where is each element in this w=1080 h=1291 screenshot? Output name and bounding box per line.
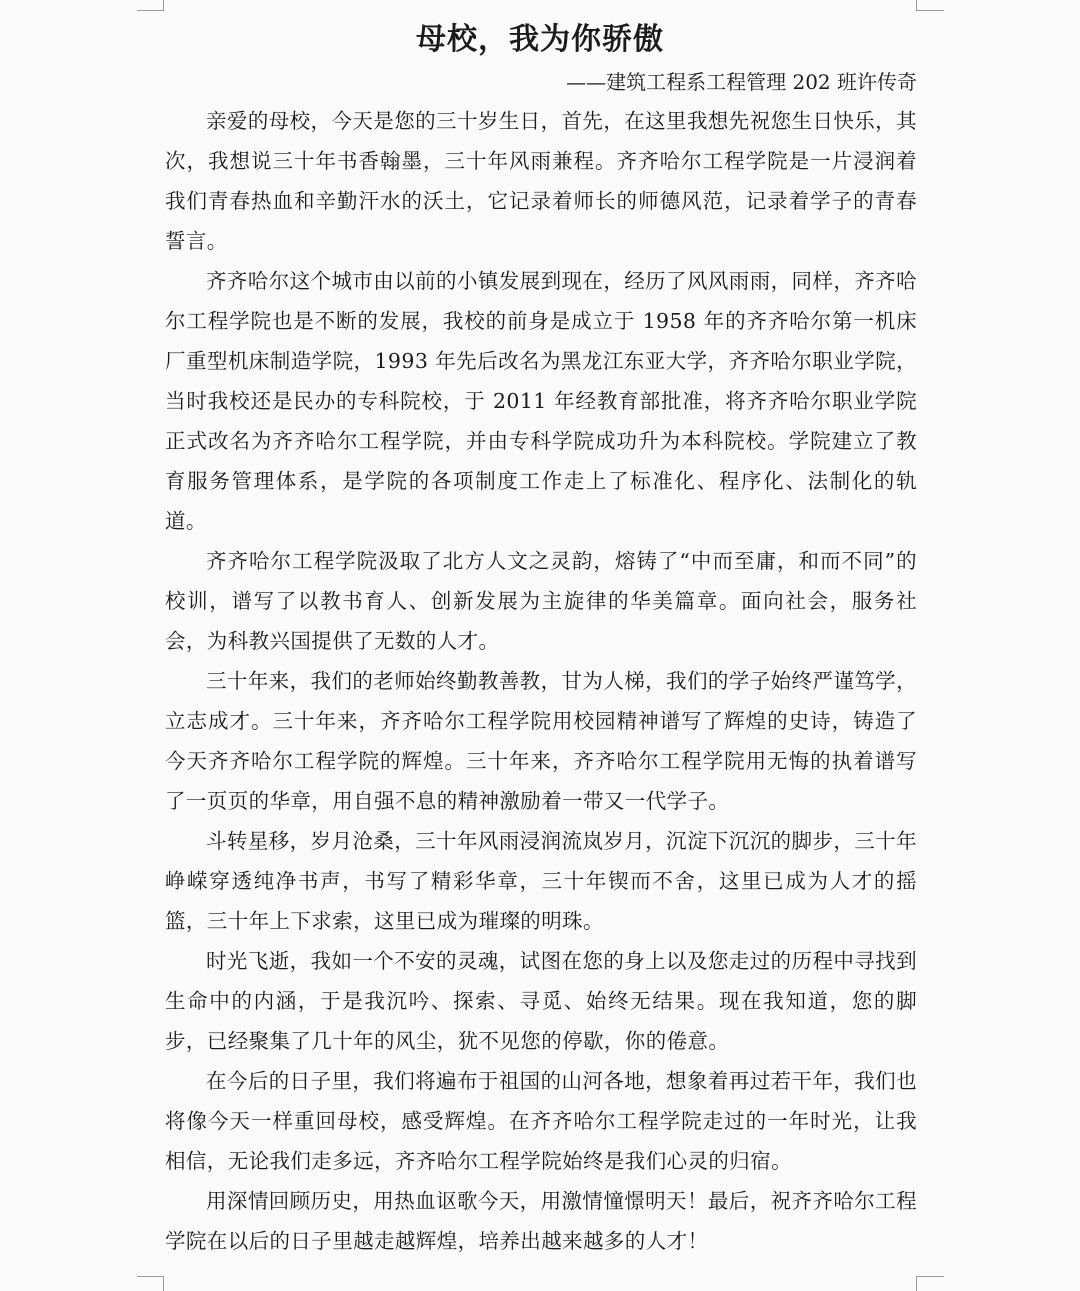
paragraph: 亲爱的母校，今天是您的三十岁生日，首先，在这里我想先祝您生日快乐，其次，我想说三十年书香翰墨，三十年风雨兼程。齐齐哈尔工程学院是一片浸润着我们青春热血和辛勤汗水的沃土，它记录着师长的师德风范，记录着学子的青春誓言。 (165, 109, 917, 253)
paragraph: 用深情回顾历史，用热血讴歌今天，用激情憧憬明天！最后，祝齐齐哈尔工程学院在以后的日子里越走越辉煌，培养出越来越多的人才！ (165, 1189, 917, 1253)
author-byline: ——建筑工程系工程管理 202 班许传奇 (566, 70, 917, 94)
document-body (165, 101, 917, 1261)
paragraph: 在今后的日子里，我们将遍布于祖国的山河各地，想象着再过若干年，我们也将像今天一样重回母校，感受辉煌。在齐齐哈尔工程学院走过的一年时光，让我相信，无论我们走多远，齐齐哈尔工程学院始终是我们心灵的归宿。 (165, 1069, 917, 1173)
paragraph: 三十年来，我们的老师始终勤教善教，甘为人梯，我们的学子始终严谨笃学，立志成才。三十年来，齐齐哈尔工程学院用校园精神谱写了辉煌的史诗，铸造了今天齐齐哈尔工程学院的辉煌。三十年来，齐齐哈尔工程学院用无悔的执着谱写了一页页的华章，用自强不息的精神激励着一带又一代学子。 (165, 669, 917, 813)
paragraph: 斗转星移，岁月沧桑，三十年风雨浸润流岚岁月，沉淀下沉沉的脚步，三十年峥嵘穿透纯净书声，书写了精彩华章，三十年锲而不舍，这里已成为人才的摇篮，三十年上下求索，这里已成为璀璨的明珠。 (165, 829, 917, 933)
paragraph: 齐齐哈尔工程学院汲取了北方人文之灵韵，熔铸了“中而至庸，和而不同”的校训，谱写了以教书育人、创新发展为主旋律的华美篇章。面向社会，服务社会，为科教兴国提供了无数的人才。 (165, 549, 917, 653)
document-title: 母校，我为你骄傲 (416, 22, 664, 57)
paragraph: 时光飞逝，我如一个不安的灵魂，试图在您的身上以及您走过的历程中寻找到生命中的内涵，于是我沉吟、探索、寻觅、始终无结果。现在我知道，您的脚步，已经聚集了几十年的风尘，犹不见您的停歇，你的倦意。 (165, 949, 917, 1053)
paragraph: 齐齐哈尔这个城市由以前的小镇发展到现在，经历了风风雨雨，同样，齐齐哈尔工程学院也是不断的发展，我校的前身是成立于 1958 年的齐齐哈尔第一机床厂重型机床制造学院，1993 年先后改名为黑龙江东亚大学，齐齐哈尔职业学院，当时我校还是民办的专科院校，于 2011 年经教育部批准，将齐齐哈尔职业学院正式改名为齐齐哈尔工程学院，并由专科学院成功升为本科院校。学院建立了教育服务管理体系，是学院的各项制度工作走上了标准化、程序化、法制化的轨道。 (165, 269, 917, 533)
